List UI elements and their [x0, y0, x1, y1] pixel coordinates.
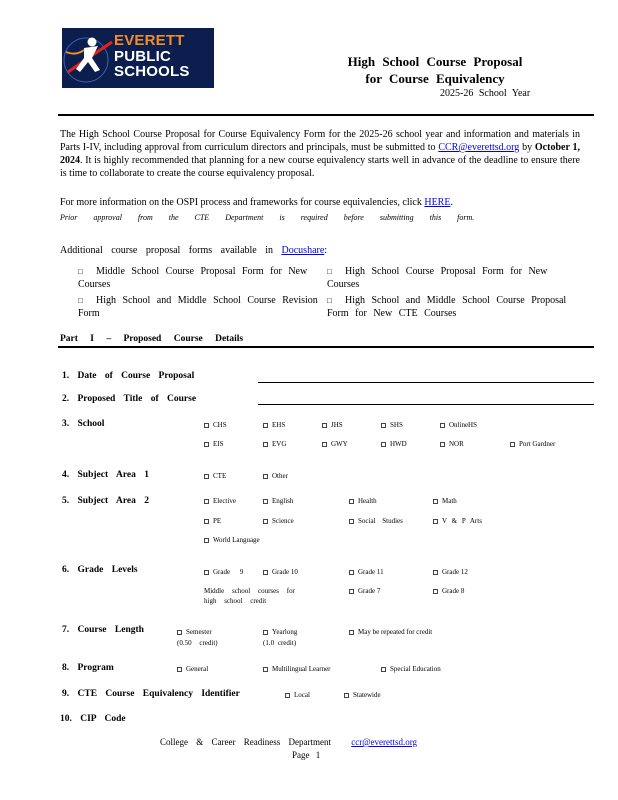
option-label: Science: [272, 517, 294, 525]
page-title: [300, 53, 570, 87]
option-label: V & P Arts: [442, 517, 482, 525]
grade-checkbox-10[interactable]: [263, 568, 298, 576]
logo-line-1: EVERETT: [114, 32, 185, 49]
more-info-line: [60, 196, 580, 209]
title-line-2: for Course Equivalency: [365, 71, 505, 86]
intro-by: by: [522, 142, 533, 153]
grade-ms-note-line-2: high school credit: [204, 597, 267, 605]
q4-label: 4. Subject Area 1: [62, 470, 149, 480]
logo-line-2: PUBLIC: [114, 47, 172, 65]
subject2-checkbox-english[interactable]: [263, 497, 293, 505]
subject2-checkbox-health[interactable]: [349, 497, 377, 505]
semester-credit: (0.50 credit): [177, 639, 218, 647]
school-checkbox-eis[interactable]: [204, 440, 224, 448]
form-link-ms-new[interactable]: [78, 265, 328, 291]
ccr-email-link[interactable]: CCR@everettsd.org: [438, 142, 520, 153]
option-label: Grade 7: [358, 587, 381, 595]
option-label: Grade 9: [213, 568, 244, 576]
option-label: Grade 10: [272, 568, 298, 576]
subject1-checkbox-cte[interactable]: [204, 472, 226, 480]
school-checkbox-hwd[interactable]: [381, 440, 407, 448]
school-checkbox-chs[interactable]: [204, 421, 227, 429]
subject2-checkbox-elective[interactable]: [204, 497, 236, 505]
yearlong-credit: (1.0 credit): [263, 639, 297, 647]
program-checkbox-general[interactable]: [177, 665, 208, 673]
school-checkbox-port-gardner[interactable]: [510, 440, 555, 448]
option-label: Grade 12: [442, 568, 468, 576]
district-logo: [62, 28, 214, 88]
subject2-checkbox-vp-arts[interactable]: [433, 517, 482, 525]
school-checkbox-ehs[interactable]: [263, 421, 285, 429]
here-end: .: [450, 197, 453, 208]
option-label: GWY: [331, 440, 348, 448]
option-label: Other: [272, 472, 288, 480]
intro-text-2: . It is highly recommended that planning for a new course equivalency starts well in advance of the deadline to ensure there is time to collaborate to create the course equivalency proposal.: [60, 155, 580, 179]
grade-checkbox-8[interactable]: [433, 587, 464, 595]
subject2-checkbox-science[interactable]: [263, 517, 294, 525]
part-1-divider: [58, 346, 594, 348]
school-checkbox-onlinehs[interactable]: [440, 421, 477, 429]
option-label: Math: [442, 497, 457, 505]
option-label: Grade 11: [358, 568, 384, 576]
form-link-revision[interactable]: [78, 294, 328, 320]
footer-department: College & Career Readiness Department: [160, 737, 331, 747]
option-label: Social Studies: [358, 517, 403, 525]
cte-approval-note: Prior approval from the CTE Department is required before submitting this form.: [60, 213, 475, 222]
school-checkbox-gwy[interactable]: [322, 440, 348, 448]
school-checkbox-jhs[interactable]: [322, 421, 343, 429]
title-line-1: High School Course Proposal: [347, 54, 523, 69]
more-info-text: For more information on the OSPI process and frameworks for course equivalencies, click: [60, 197, 422, 208]
subject2-checkbox-social-studies[interactable]: [349, 517, 403, 525]
subject2-checkbox-pe[interactable]: [204, 517, 221, 525]
here-link[interactable]: HERE: [424, 197, 451, 208]
grade-ms-note-line-1: Middle school courses for: [204, 587, 295, 595]
additional-forms-line: [60, 245, 327, 256]
option-label: OnlineHS: [449, 421, 477, 429]
q7-label: 7. Course Length: [62, 625, 144, 635]
bullet-icon: □: [78, 267, 83, 276]
form-link-label: High School Course Proposal Form for New Courses: [327, 266, 548, 290]
option-label: Multilingual Learner: [272, 665, 331, 673]
q10-label: 10. CIP Code: [60, 714, 126, 724]
subject2-checkbox-world-language[interactable]: [204, 536, 260, 544]
form-link-label: High School and Middle School Course Proposal Form for New CTE Courses: [327, 295, 567, 319]
title-input-line[interactable]: [258, 404, 594, 405]
option-label: EHS: [272, 421, 286, 429]
q8-label: 8. Program: [62, 663, 114, 673]
option-label: Port Gardner: [519, 440, 556, 448]
form-link-label: Middle School Course Proposal Form for New Courses: [78, 266, 308, 290]
option-label: PE: [213, 517, 222, 525]
q5-label: 5. Subject Area 2: [62, 496, 149, 506]
date-input-line[interactable]: [258, 382, 594, 383]
option-label: JHS: [331, 421, 343, 429]
option-label: NOR: [449, 440, 464, 448]
option-label: Semester: [186, 628, 212, 636]
grade-checkbox-7[interactable]: [349, 587, 380, 595]
bullet-icon: □: [327, 296, 332, 305]
logo-line-3: SCHOOLS: [114, 63, 190, 80]
subject2-checkbox-math[interactable]: [433, 497, 457, 505]
option-label: Special Education: [390, 665, 441, 673]
q3-label: 3. School: [62, 419, 105, 429]
school-checkbox-evg[interactable]: [263, 440, 286, 448]
school-checkbox-shs[interactable]: [381, 421, 403, 429]
additional-colon: :: [324, 245, 328, 256]
grade-checkbox-12[interactable]: [433, 568, 468, 576]
intro-text-1: The High School Course Proposal for Course Equivalency Form for the 2025-26 school year and information and materials in Parts I-IV, including approval from curriculum directors and principals, must be submitted to: [60, 129, 580, 153]
option-label: English: [272, 497, 294, 505]
cte-id-checkbox-statewide[interactable]: [344, 691, 381, 699]
length-checkbox-yearlong[interactable]: [263, 628, 297, 636]
option-label: CTE: [213, 472, 227, 480]
form-link-cte-new[interactable]: [327, 294, 577, 320]
option-label: Health: [358, 497, 377, 505]
q6-label: 6. Grade Levels: [62, 565, 138, 575]
form-link-hs-new[interactable]: [327, 265, 577, 291]
program-checkbox-special-ed[interactable]: [381, 665, 441, 673]
subject1-checkbox-other[interactable]: [263, 472, 288, 480]
bullet-icon: □: [327, 267, 332, 276]
grade-checkbox-9[interactable]: [204, 568, 243, 576]
option-label: Grade 8: [442, 587, 465, 595]
page-number: Page 1: [292, 750, 321, 760]
program-checkbox-multilingual[interactable]: [263, 665, 331, 673]
option-label: HWD: [390, 440, 407, 448]
form-link-label: High School and Middle School Course Revision Form: [78, 295, 318, 319]
option-label: Elective: [213, 497, 236, 505]
footer: [160, 737, 417, 747]
cte-id-checkbox-local[interactable]: [285, 691, 310, 699]
part-1-header: Part I – Proposed Course Details: [60, 334, 244, 344]
deadline-date: October 1, 2024: [60, 142, 580, 166]
q1-label: 1. Date of Course Proposal: [62, 371, 195, 381]
option-label: Yearlong: [272, 628, 298, 636]
option-label: May be repeated for credit: [358, 628, 433, 636]
option-label: General: [186, 665, 209, 673]
q2-label: 2. Proposed Title of Course: [62, 394, 197, 404]
option-label: World Language: [213, 536, 260, 544]
header-divider: [58, 114, 594, 116]
grade-checkbox-11[interactable]: [349, 568, 384, 576]
q9-label: 9. CTE Course Equivalency Identifier: [62, 689, 240, 699]
bullet-icon: □: [78, 296, 83, 305]
intro-paragraph: [60, 128, 580, 180]
length-checkbox-semester[interactable]: [177, 628, 212, 636]
school-year: 2025-26 School Year: [440, 88, 531, 99]
additional-label: Additional course proposal forms available in: [60, 245, 274, 256]
option-label: Local: [294, 691, 310, 699]
length-checkbox-repeatable[interactable]: [349, 628, 432, 636]
option-label: CHS: [213, 421, 227, 429]
grade-ms-note: [204, 586, 295, 606]
footer-email-link[interactable]: ccr@everettsd.org: [351, 737, 418, 747]
option-label: SHS: [390, 421, 403, 429]
option-label: EIS: [213, 440, 224, 448]
option-label: Statewide: [353, 691, 381, 699]
option-label: EVG: [272, 440, 287, 448]
school-checkbox-nor[interactable]: [440, 440, 464, 448]
docushare-link[interactable]: Docushare: [281, 245, 325, 256]
